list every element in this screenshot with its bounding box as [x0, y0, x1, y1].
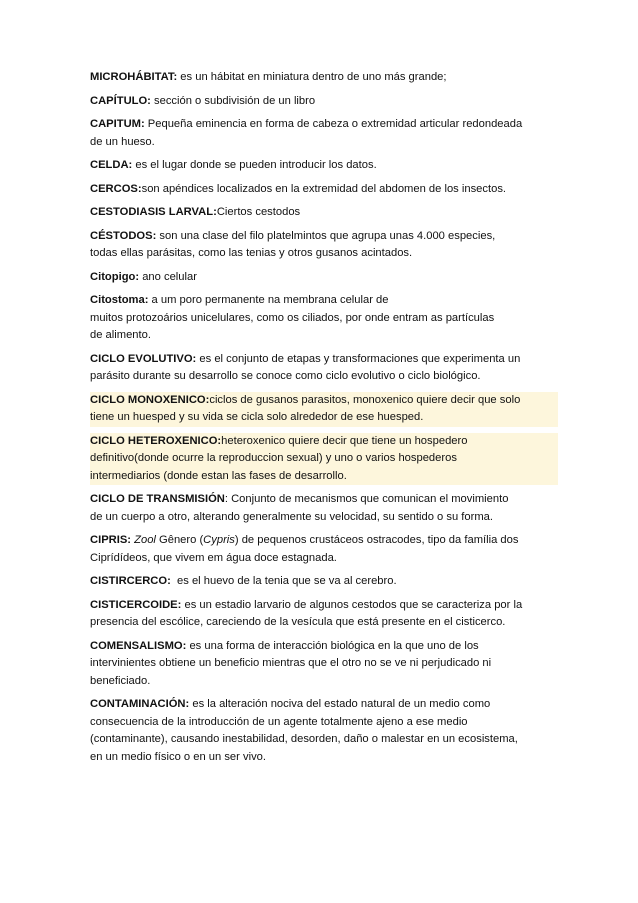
entry-line: presencia del escólice, careciendo de la vesícula que está presente en el cisticerco. [90, 616, 506, 628]
entry-line [90, 573, 558, 591]
entry-line: de un cuerpo a otro, alterando generalmente su velocidad, su sentido o su forma. [90, 510, 494, 523]
entry-term: CONTAMINACIÓN: [90, 698, 190, 710]
entry-line: intervinientes obtiene un beneficio mientras que el otro no se ve ni perjudicado ni [90, 657, 492, 669]
entry-citostoma [90, 292, 558, 345]
entry-term: CISTIRCERCO: [90, 575, 171, 587]
entry-line [90, 269, 558, 287]
entry-term: CERCOS: [90, 182, 142, 195]
entry-text: son una clase del filo platelmintos que agrupa unas 4.000 especies, [156, 229, 496, 242]
entry-line: parásito durante su desarrollo se conoce como ciclo evolutivo o ciclo biológico. [90, 370, 481, 382]
entry-line: Ciprídídeos, que vivem em água doce estagnada. [90, 551, 337, 564]
entry-line [90, 228, 558, 246]
entry-text: heteroxenico quiere decir que tiene un hospedero [221, 434, 468, 447]
entry-line: consecuencia de la introducción de un agente totalmente ajeno a ese medio [90, 715, 468, 728]
entry-text: es el conjunto de etapas y transformaciones que experimenta un [196, 352, 521, 365]
entry-cestodos [90, 228, 558, 263]
entry-text: es un hábitat en miniatura dentro de uno más grande; [177, 71, 447, 83]
entry-term: COMENSALISMO: [90, 639, 187, 652]
entry-line [90, 181, 558, 199]
entry-line: (contaminante), causando inestabilidad, desorden, daño o malestar en un ecosistema, [90, 733, 518, 745]
entry-line: de un hueso. [90, 135, 155, 148]
entry-term: CICLO MONOXENICO: [90, 393, 210, 406]
entry-term: Citostoma: [90, 294, 149, 306]
entry-line [90, 532, 558, 550]
entry-line: de alimento. [90, 329, 151, 341]
entry-term: CESTODIASIS LARVAL: [90, 206, 217, 218]
entry-line: todas ellas parásitas, como las tenias y otros gusanos acintados. [90, 247, 413, 259]
entry-line [90, 351, 558, 369]
entry-term: CICLO DE TRANSMISIÓN [90, 493, 225, 505]
entry-term: CIPRIS: [90, 534, 132, 546]
entry-ciclo-de-transmision [90, 491, 558, 526]
entry-text: Pequeña eminencia en forma de cabeza o extremidad articular redondeada [144, 118, 523, 130]
entry-line [90, 157, 558, 175]
entry-text: : Conjunto de mecanismos que comunican el movimiento [224, 493, 509, 505]
entry-line [90, 638, 558, 656]
entry-line [90, 696, 558, 714]
entry-text: sección o subdivisión de un libro [150, 94, 316, 107]
entry-line: en un medio físico o en un ser vivo. [90, 750, 266, 763]
entry-line: intermediarios (donde estan las fases de desarrollo. [90, 468, 558, 486]
entry-text: ano celular [139, 270, 197, 283]
entry-text: Gênero (Cypris) de pequenos crustáceos ostracodes, tipo da família dos [155, 534, 519, 546]
entry-line [90, 491, 558, 509]
entry-text: a um poro permanente na membrana celular de [148, 294, 389, 306]
entry-line: definitivo(donde ocurre la reproduccion sexual) y uno o varios hospederos [90, 450, 558, 468]
entry-line [90, 93, 558, 111]
entry-abbreviation: Zool [134, 534, 156, 546]
entry-cipris [90, 532, 558, 567]
entry-term: CICLO EVOLUTIVO: [90, 352, 197, 365]
document-page [90, 69, 558, 772]
entry-citopigo [90, 269, 558, 287]
entry-cistircerco [90, 573, 558, 591]
entry-ciclo-evolutivo [90, 351, 558, 386]
entry-line [90, 292, 558, 310]
entry-line [90, 204, 558, 222]
entry-text: es el lugar donde se pueden introducir los datos. [132, 159, 377, 171]
entry-term: CICLO HETEROXENICO: [90, 434, 222, 447]
entry-text: es un estadio larvario de algunos cestodos que se caracteriza por la [181, 598, 523, 611]
entry-microhabitat [90, 69, 558, 87]
entry-genus: Cypris [203, 534, 235, 546]
entry-term: CISTICERCOIDE: [90, 598, 182, 611]
entry-line [90, 392, 558, 410]
entry-term: CAPÍTULO: [90, 94, 151, 107]
entry-text: es la alteración nociva del estado natural de un medio como [189, 698, 491, 710]
entry-term: CAPITUM: [90, 118, 145, 130]
entry-text: es el huevo de la tenia que se va al cerebro. [170, 575, 397, 587]
entry-text: Ciertos cestodos [216, 206, 301, 218]
entry-cisticercoide [90, 597, 558, 632]
entry-capitum [90, 116, 558, 151]
entry-term: Citopigo: [90, 270, 140, 283]
entry-text: ciclos de gusanos parasitos, monoxenico quiere decir que solo [209, 393, 521, 406]
entry-term: MICROHÁBITAT: [90, 71, 178, 83]
entry-line: muitos protozoários unicelulares, como os ciliados, por onde entram as partículas [90, 311, 495, 324]
entry-text: es una forma de interacción biológica en la que uno de los [186, 639, 479, 652]
entry-text: son apéndices localizados en la extremidad del abdomen de los insectos. [141, 182, 507, 195]
entry-line [90, 433, 558, 451]
entry-term: CÉSTODOS: [90, 229, 157, 242]
entry-line: beneficiado. [90, 674, 151, 687]
entry-celda [90, 157, 558, 175]
entry-ciclo-heteroxenico [90, 433, 558, 486]
entry-ciclo-monoxenico [90, 392, 558, 427]
entry-capitulo [90, 93, 558, 111]
entry-contaminacion [90, 696, 558, 766]
entry-cestodiasis-larval [90, 204, 558, 222]
entry-term: CELDA: [90, 159, 133, 171]
entry-line: tiene un huesped y su vida se cicla solo alrededor de ese huesped. [90, 409, 558, 427]
entry-line [90, 69, 558, 87]
entry-line [90, 116, 558, 134]
entry-comensalismo [90, 638, 558, 691]
entry-line [90, 597, 558, 615]
entry-cercos [90, 181, 558, 199]
